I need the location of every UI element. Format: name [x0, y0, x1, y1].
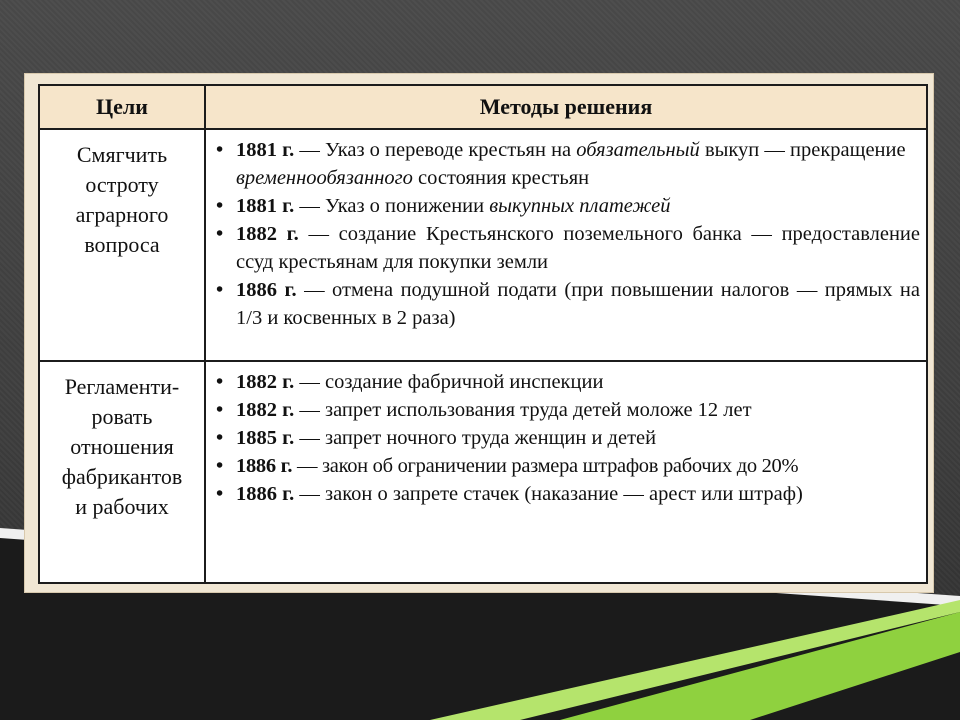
item-year: 1881 г.: [236, 195, 295, 217]
goal-cell-agrarian: [39, 129, 205, 361]
bullet: •: [216, 455, 223, 477]
methods-list: [216, 368, 920, 508]
bullet: •: [216, 371, 224, 393]
item-text: — Указ о переводе крестьян на: [294, 139, 577, 161]
table-row: [39, 129, 927, 361]
item-text: — запрет ночного труда женщин и детей: [294, 427, 657, 449]
list-item: [216, 220, 920, 276]
goal-line: ровать: [91, 404, 153, 429]
item-year: 1886 г.: [236, 279, 297, 301]
item-text: — создание Крестьянского поземельного банка — предоставление ссуд крестьянам для покупки земли: [236, 223, 920, 273]
header-methods: Методы решения: [205, 85, 927, 129]
item-text: — создание фабричной инспекции: [294, 371, 604, 393]
goal-line: остроту: [85, 172, 159, 197]
list-item: [216, 276, 920, 332]
bullet: •: [216, 483, 224, 505]
table-row: [39, 361, 927, 583]
table-image-frame: [24, 73, 934, 593]
item-emphasis: выкупных платежей: [489, 195, 671, 217]
list-item: [216, 424, 920, 452]
item-year: 1886 г.: [236, 483, 295, 505]
item-text: — запрет использования труда детей моложе 12 лет: [294, 399, 752, 421]
item-year: 1886 г.: [236, 455, 293, 477]
bullet: •: [216, 223, 224, 245]
methods-list: [216, 136, 920, 332]
item-text: выкуп — прекращение: [699, 139, 906, 161]
header-goals: Цели: [39, 85, 205, 129]
table-header-row: [39, 85, 927, 129]
list-item: [216, 396, 920, 424]
item-emphasis: временнообязанного: [236, 167, 413, 189]
goal-line: фабрикантов: [61, 464, 183, 489]
item-text: — закон о запрете стачек (наказание — арест или штраф): [294, 483, 803, 505]
methods-cell-labor: [205, 361, 927, 583]
list-item: [216, 480, 920, 508]
goal-line: и рабочих: [75, 494, 169, 519]
item-year: 1881 г.: [236, 139, 295, 161]
bullet: •: [216, 427, 224, 449]
item-text: — отмена подушной подати (при повышении налогов — прямых на 1/3 и косвенных в 2 раза): [236, 279, 920, 329]
list-item: [216, 136, 920, 192]
item-text: — Указ о понижении: [294, 195, 490, 217]
item-year: 1885 г.: [236, 427, 295, 449]
goal-line: Регламенти-: [64, 374, 180, 399]
item-year: 1882 г.: [236, 371, 295, 393]
goal-line: отношения: [70, 434, 174, 459]
item-emphasis: обязательный: [576, 139, 700, 161]
bullet: •: [216, 279, 224, 301]
bullet: •: [216, 195, 224, 217]
item-year: 1882 г.: [236, 223, 299, 245]
bullet: •: [216, 399, 224, 421]
item-text: состояния крестьян: [412, 167, 590, 189]
list-item: [216, 192, 920, 220]
goal-line: Смягчить: [76, 142, 168, 167]
item-year: 1882 г.: [236, 399, 295, 421]
list-item: [216, 452, 920, 480]
reforms-table: [38, 84, 928, 584]
item-text: — закон об ограничении размера штрафов рабочих до 20%: [292, 455, 799, 477]
goal-cell-labor: [39, 361, 205, 583]
goal-line: аграрного: [75, 202, 169, 227]
list-item: [216, 368, 920, 396]
goal-line: вопроса: [84, 232, 160, 257]
methods-cell-agrarian: [205, 129, 927, 361]
bullet: •: [216, 139, 224, 161]
